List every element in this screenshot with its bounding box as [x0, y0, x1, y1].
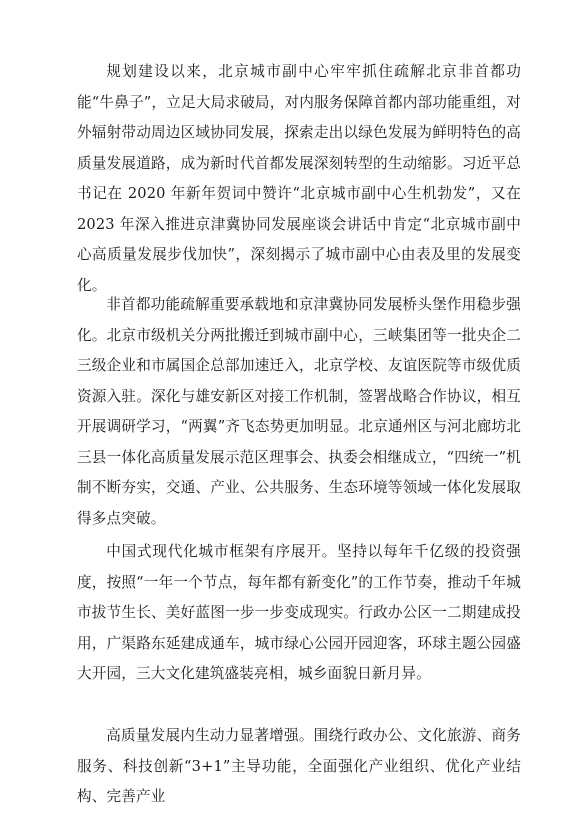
paragraph-decentralization: 非首都功能疏解重要承载地和京津冀协同发展桥头堡作用稳步强化。北京市级机关分两批搬迁到城市副中心，三峡集团等一批央企二三级企业和市属国企总部加速迁入，北京学校、友谊医院等市级优质资源入驻。深化与雄安新区对接工作机制，签署战略合作协议，相互开展调研学习，“两翼”齐飞态势更加明显。北京通州区与河北廊坊北三县一体化高质量发展示范区理事会、执委会相继成立，“四统一”机制不断夯实，交通、产业、公共服务、生态环境等领域一体化发展取得多点突破。: [77, 296, 521, 527]
paragraph-urban-framework: 中国式现代化城市框架有序展开。坚持以每年千亿级的投资强度，按照“一年一个节点，每年都有新变化”的工作节奏，推动千年城市拔节生长、美好蓝图一步一步变成现实。行政办公区一二期建成投用，广渠路东延建成通车，城市绿心公园开园迎客，环球主题公园盛大开园，三大文化建筑盛装亮相，城乡面貌日新月异。: [77, 543, 521, 682]
paragraph-intro: 规划建设以来，北京城市副中心牢牢抓住疏解北京非首都功能“牛鼻子”，立足大局求破局，对内服务保障首都内部功能重组，对外辐射带动周边区域协同发展，探索走出以绿色发展为鲜明特色的高质量发展道路，成为新时代首都发展深刻转型的生动缩影。习近平总书记在 2020 年新年贺词中赞许“北京城市副中心生机勃发”，又在 2023 年深入推进京津冀协同发展座谈会讲话中肯定“北京城市副中心高质量发展步伐加快”，深刻揭示了城市副中心由表及里的发展变化。: [77, 63, 521, 294]
paragraph-development-momentum: 高质量发展内生动力显著增强。围绕行政办公、文化旅游、商务服务、科技创新“3+1”主导功能，全面强化产业组织、优化产业结构、完善产业: [77, 727, 521, 805]
